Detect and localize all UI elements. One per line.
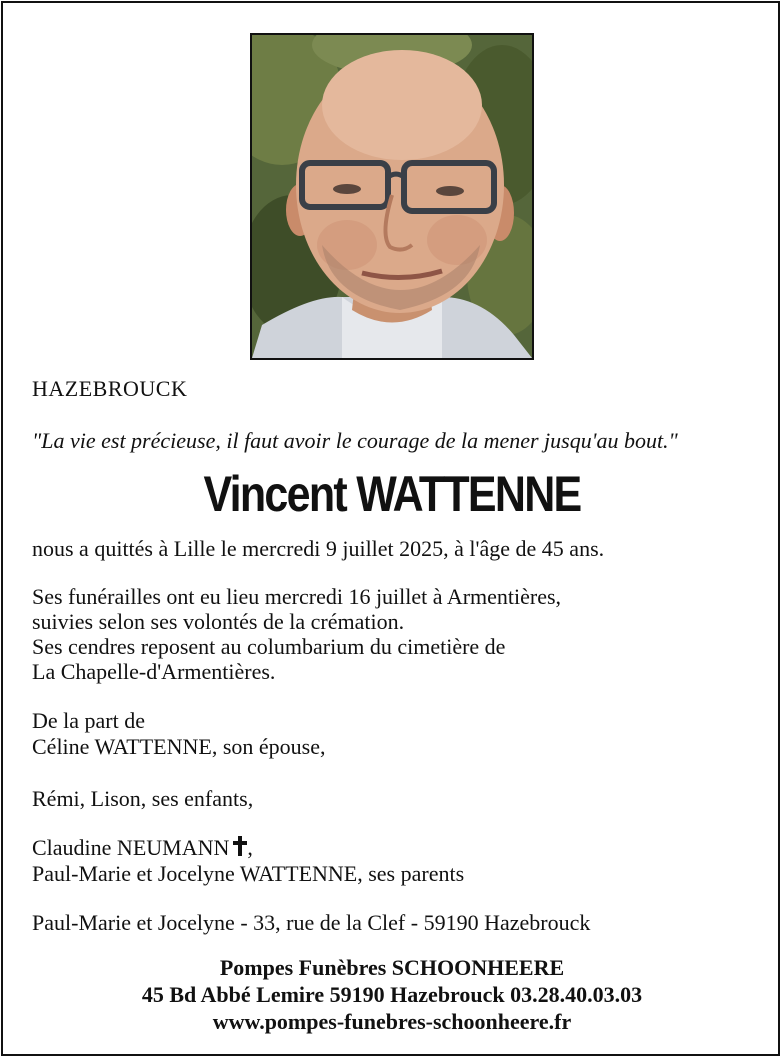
- location: HAZEBROUCK: [32, 376, 188, 401]
- funeral-line: La Chapelle-d'Armentières.: [32, 659, 276, 684]
- portrait-photo: [250, 33, 534, 360]
- death-announcement: nous a quittés à Lille le mercredi 9 juillet 2025, à l'âge de 45 ans.: [32, 536, 605, 561]
- funeral-home-website[interactable]: www.pompes-funebres-schoonheere.fr: [212, 1009, 572, 1034]
- spouse-line: Céline WATTENNE, son épouse,: [32, 734, 326, 759]
- funeral-line: Ses funérailles ont eu lieu mercredi 16 juillet à Armentières,: [32, 584, 562, 609]
- funeral-details: [32, 584, 561, 684]
- children-line: Rémi, Lison, ses enfants,: [32, 786, 254, 811]
- funeral-home-address: 45 Bd Abbé Lemire 59190 Hazebrouck 03.28.40.03.03: [141, 982, 643, 1007]
- mother-name: Claudine NEUMANN: [32, 835, 230, 860]
- deceased-name: Vincent WATTENNE: [203, 466, 581, 522]
- mother-line: Claudine NEUMANN ,: [32, 835, 253, 860]
- from-label: De la part de: [32, 708, 145, 733]
- parents-line: Paul-Marie et Jocelyne WATTENNE, ses parents: [32, 861, 465, 886]
- funeral-home-name: Pompes Funèbres SCHOONHEERE: [219, 955, 565, 980]
- parents-block: [32, 835, 464, 887]
- children-block: [32, 786, 253, 812]
- quote: "La vie est précieuse, il faut avoir le courage de la mener jusqu'au bout.": [32, 428, 678, 453]
- cross-icon: [233, 835, 247, 857]
- funeral-line: suivies selon ses volontés de la crémation.: [32, 609, 405, 634]
- family-address: Paul-Marie et Jocelyne - 33, rue de la Clef - 59190 Hazebrouck: [32, 910, 591, 935]
- funeral-line: Ses cendres reposent au columbarium du cimetière de: [32, 634, 506, 659]
- address-block: [32, 910, 590, 936]
- funeral-home-footer: [0, 954, 784, 1035]
- family-spouse-block: [32, 708, 326, 760]
